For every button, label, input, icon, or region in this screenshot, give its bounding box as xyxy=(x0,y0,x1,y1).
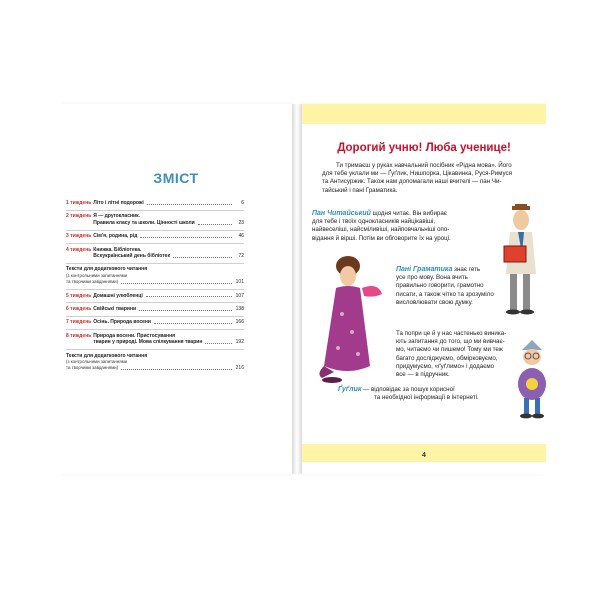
toc-titles xyxy=(93,293,244,299)
toc-title-line: Книжка. Бібліотека. xyxy=(93,246,142,253)
toc-entry[interactable] xyxy=(66,266,244,285)
toc-leader-dots xyxy=(121,283,232,284)
pani-line: писати, а також чітко та зрозуміло xyxy=(396,290,494,298)
pani-paragraph xyxy=(396,266,536,307)
toc-page-number: 216 xyxy=(235,365,244,372)
toc-separator xyxy=(66,263,244,264)
toc-leader-dots xyxy=(173,257,232,258)
toc-entry[interactable] xyxy=(66,233,244,239)
toc-leader-dots xyxy=(147,204,232,205)
intro-line: Ти тримаєш у руках навчальний посібник «Рідна мова». Його xyxy=(336,162,512,169)
toc-page-number: 138 xyxy=(235,305,244,312)
intro-line: та Антисуржик. Також нам допомагали наші вчителі — пан Чи- xyxy=(322,178,502,186)
toc-page-number: 192 xyxy=(235,339,244,346)
mid-line: мо, читаємо чи пишемо! Тому ми теж xyxy=(396,346,503,354)
toc-page-number: 101 xyxy=(235,279,244,286)
pan-line: найвеселіші, найсміливіші, найповчальніші опо- xyxy=(312,226,450,234)
toc-separator xyxy=(66,210,244,211)
toc-titles xyxy=(93,200,244,206)
toc-title-line: Домашні улюбленці xyxy=(93,292,143,299)
contents-title: ЗМІСТ xyxy=(153,170,199,186)
pani-name: Пані Граматика xyxy=(396,266,453,273)
pan-paragraph xyxy=(312,210,502,243)
toc-separator xyxy=(66,230,244,231)
book-spine xyxy=(292,104,302,474)
toc-titles xyxy=(66,266,244,285)
toc-separator xyxy=(66,316,244,317)
toc-week: 2 тиждень xyxy=(66,213,92,220)
toc-titles xyxy=(93,333,244,346)
toc-leader-dots xyxy=(140,237,232,238)
intro-line: для тебе уклали ми — Ґуґлик, Нишпорка, Цікавинка, Руся-Римуся xyxy=(322,170,512,178)
mid-line: придумуємо, «ґуґлимо» і додаємо xyxy=(396,362,495,370)
toc-week: 3 тиждень xyxy=(66,233,92,240)
intro-paragraph xyxy=(322,162,534,195)
toc-separator xyxy=(66,243,244,244)
table-of-contents xyxy=(66,200,244,372)
toc-entry[interactable] xyxy=(66,247,244,260)
top-yellow-band xyxy=(302,104,546,124)
toc-subtitle-line: та творчими завданнями) xyxy=(66,365,119,371)
guglyk-name: Ґуґлик xyxy=(338,386,362,393)
guglyk-line: — відповідає за пошук корисної xyxy=(363,386,455,393)
toc-entry[interactable] xyxy=(66,353,244,372)
toc-title-line: Літо і літні подорожі xyxy=(93,200,144,206)
toc-title-line: Тексти для додаткового читання xyxy=(66,352,148,359)
toc-separator xyxy=(66,302,244,303)
contents-page xyxy=(60,104,292,474)
toc-title-line: Сім'я, родина, рід xyxy=(93,233,138,240)
page-heading: Дорогий учню! Люба ученице! xyxy=(337,142,511,154)
toc-page-number: 107 xyxy=(235,292,244,299)
toc-leader-dots xyxy=(205,343,232,344)
pani-hramatyka-illustration xyxy=(312,254,390,388)
pan-line: відання й вірші. Потім ви обговорите їх на уроці. xyxy=(312,234,451,242)
toc-week: 8 тиждень xyxy=(66,332,92,339)
toc-leader-dots xyxy=(146,296,232,297)
toc-title-line: Правила класу та школи. Цінності школи xyxy=(93,219,195,226)
toc-week: 7 тиждень xyxy=(66,319,92,326)
pan-line: щодня читає. Він вибирає xyxy=(372,210,447,217)
pani-line: правильно говорити, грамотно xyxy=(396,282,484,290)
toc-entry[interactable] xyxy=(66,200,244,206)
mid-line: все — в підручник. xyxy=(396,371,450,379)
toc-title-line: тварин у природі. Мова спілкування тварин xyxy=(93,339,203,346)
toc-subtitle-line: (з контрольними запитаннями xyxy=(66,358,128,364)
pani-line: знає геть xyxy=(454,266,481,273)
guglyk-paragraph xyxy=(338,386,518,402)
toc-titles xyxy=(93,319,244,325)
pani-line: висловлювати свою думку. xyxy=(396,298,473,306)
mid-line: ють запитання до того, що ми вивчає- xyxy=(396,338,505,346)
toc-leader-dots xyxy=(139,310,232,311)
toc-page-number: 166 xyxy=(235,319,244,326)
toc-titles xyxy=(93,233,244,239)
toc-week: 5 тиждень xyxy=(66,292,92,299)
toc-separator xyxy=(66,349,244,350)
page-number: 4 xyxy=(422,452,426,459)
toc-week: 1 тиждень xyxy=(66,200,92,206)
toc-separator xyxy=(66,289,244,290)
toc-leader-dots xyxy=(154,323,232,324)
intro-line: тайський і пані Граматика. xyxy=(322,186,398,194)
toc-separator xyxy=(66,329,244,330)
pan-line: для тебе і твоїх однокласників найцікавіші, xyxy=(312,218,436,226)
guglyk-line: та необхідної інформації в інтернеті. xyxy=(374,394,479,402)
toc-title-line: Осінь. Природа восени xyxy=(93,319,151,326)
toc-entry[interactable] xyxy=(66,333,244,346)
intro-page xyxy=(302,104,546,474)
toc-page-number: 23 xyxy=(238,219,244,226)
toc-leader-dots xyxy=(198,224,232,225)
toc-leader-dots xyxy=(121,369,232,370)
guglyk-illustration xyxy=(514,340,550,424)
toc-entry[interactable] xyxy=(66,213,244,226)
toc-entry[interactable] xyxy=(66,293,244,299)
toc-page-number: 72 xyxy=(238,252,244,259)
toc-title-line: Тексти для додаткового читання xyxy=(66,266,148,273)
toc-titles xyxy=(93,306,244,312)
pani-line: усе про мову. Вона вчить xyxy=(396,274,468,282)
toc-title-line: Всеукраїнський день бібліотек xyxy=(93,252,170,259)
toc-page-number: 46 xyxy=(238,233,244,240)
toc-titles xyxy=(93,213,244,226)
toc-week: 6 тиждень xyxy=(66,305,92,312)
toc-title-line: Природа восени. Пристосування xyxy=(93,332,176,339)
toc-subtitle-line: та творчими завданнями) xyxy=(66,279,119,285)
mid-line: Та попри це й у нас частенько виника- xyxy=(396,330,507,337)
toc-entry[interactable] xyxy=(66,306,244,312)
toc-title-line: Я — другокласник. xyxy=(93,213,140,220)
pan-name: Пан Читайський xyxy=(312,210,371,217)
toc-subtitle-line: (з контрольними запитаннями xyxy=(66,272,128,278)
toc-title-line: Свійські тварини xyxy=(93,305,137,312)
toc-entry[interactable] xyxy=(66,319,244,325)
toc-week: 4 тиждень xyxy=(66,246,92,253)
mid-line: багато досліджуємо, обмірковуємо, xyxy=(396,354,498,362)
toc-page-number: 6 xyxy=(241,200,244,206)
toc-titles xyxy=(66,353,244,372)
toc-titles xyxy=(93,247,244,260)
